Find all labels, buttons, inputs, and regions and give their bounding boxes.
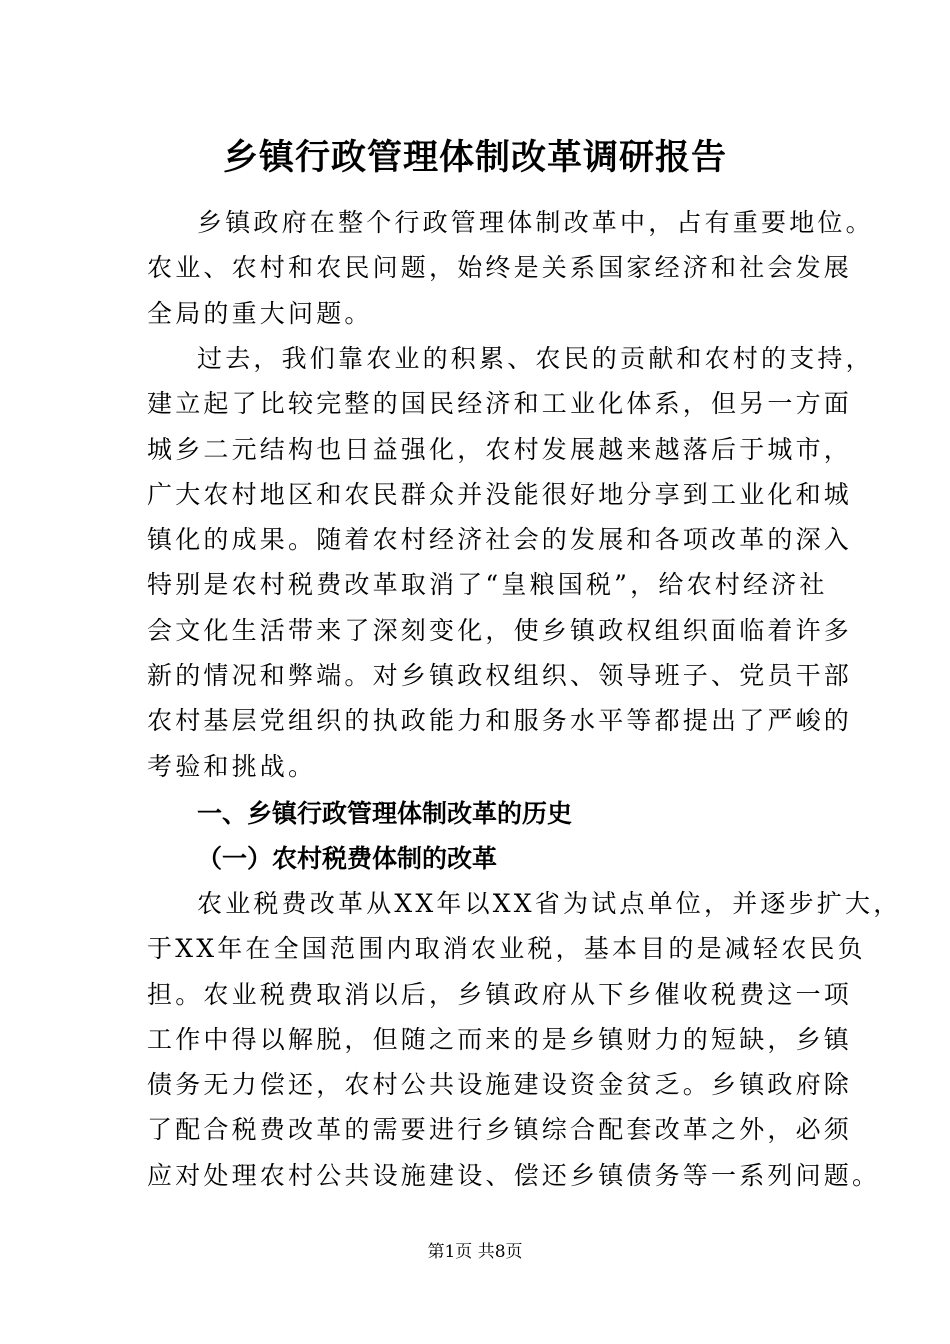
text-line: 会文化生活带来了深刻变化，使乡镇政权组织面临着许多: [147, 615, 853, 645]
text-line: 农村基层党组织的执政能力和服务水平等都提出了严峻的: [147, 706, 853, 736]
text-line: 于XX年在全国范围内取消农业税，基本目的是减轻农民负: [147, 934, 866, 964]
text-line: 担。农业税费取消以后，乡镇政府从下乡催收税费这一项: [147, 979, 853, 1009]
text-line: 过去，我们靠农业的积累、农民的贡献和农村的支持，: [197, 344, 874, 373]
paragraph-background: [147, 336, 874, 789]
text-line: 广大农村地区和农民群众并没能很好地分享到工业化和城: [147, 479, 853, 509]
text-line: 建立起了比较完整的国民经济和工业化体系，但另一方面: [147, 389, 853, 419]
text-line: 农业、农村和农民问题，始终是关系国家经济和社会发展: [147, 253, 853, 283]
text-line: 债务无力偿还，农村公共设施建设资金贫乏。乡镇政府除: [147, 1070, 853, 1100]
text-line: 特别是农村税费改革取消了“皇粮国税”，给农村经济社: [147, 570, 828, 600]
text-line: 了配合税费改革的需要进行乡镇综合配套改革之外，必须: [147, 1115, 853, 1145]
text-line: 乡镇政府在整个行政管理体制改革中，占有重要地位。: [197, 208, 874, 237]
paragraph-intro: [147, 200, 874, 336]
text-line: 镇化的成果。随着农村经济社会的发展和各项改革的深入: [147, 525, 853, 555]
section-heading: 一、乡镇行政管理体制改革的历史: [197, 799, 573, 828]
text-line: 全局的重大问题。: [147, 298, 373, 328]
text-line: 工作中得以解脱，但随之而来的是乡镇财力的短缺，乡镇: [147, 1024, 853, 1054]
text-line: 新的情况和弊端。对乡镇政权组织、领导班子、党员干部: [147, 661, 853, 691]
text-line: 考验和挑战。: [147, 751, 317, 781]
text-line: 农业税费改革从XX年以XX省为试点单位，并逐步扩大，: [197, 889, 902, 918]
page-number-footer: 第1页 共8页: [427, 1242, 523, 1262]
text-line: 城乡二元结构也日益强化，农村发展越来越落后于城市，: [147, 434, 853, 464]
page-title: 乡镇行政管理体制改革调研报告: [222, 138, 727, 178]
text-line: 应对处理农村公共设施建设、偿还乡镇债务等一系列问题。: [147, 1160, 881, 1190]
paragraph-tax-reform: [147, 881, 902, 1198]
subsection-heading: （一）农村税费体制的改革: [197, 844, 498, 873]
